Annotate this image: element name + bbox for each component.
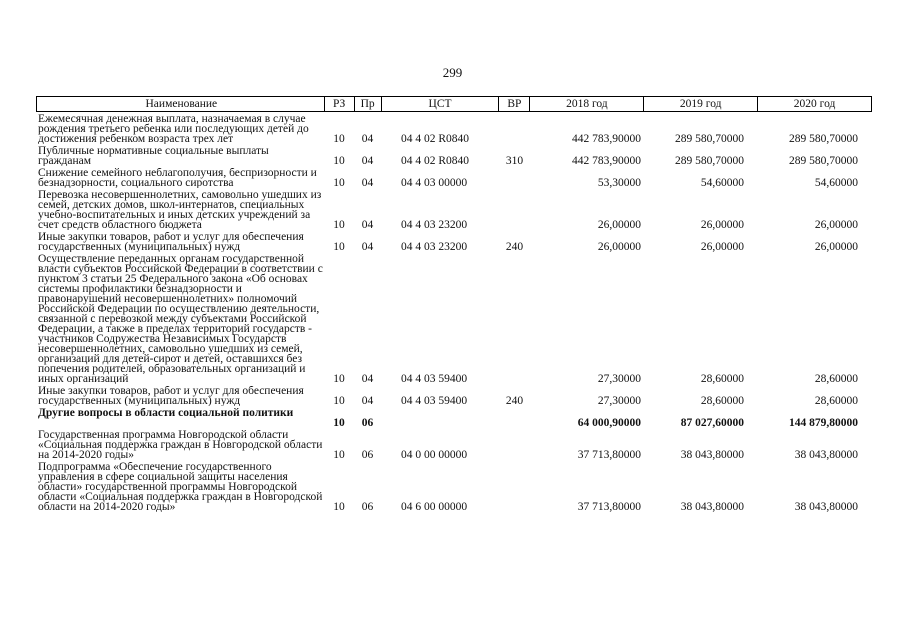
row-name: Осуществление переданных органам государственной власти субъектов Российской Федерации в соответствии с пунктом 3 статьи 25 Федерального закона «Об основах системы профилактики безнадзорности и правонарушений несовершеннолетних» полномочий Российской Федерации по осуществлению деятельности, связанной с перевозкой между субъектами Российской Федерации, а также в пределах территорий государств - участников Содружества Независимых Государств несовершеннолетних, самовольно ушедших из семей, организаций для детей-сирот и детей, оставшихся без попечения родителей, образовательных организаций и иных организаций <box>38 254 323 384</box>
row-pr: 04 <box>361 133 374 145</box>
row-cst: 04 4 03 00000 <box>401 177 468 189</box>
row-cst: 04 4 03 59400 <box>401 373 468 385</box>
row-cst: 04 4 03 59400 <box>401 395 468 407</box>
row-rz: 10 <box>333 155 345 167</box>
row-name: Другие вопросы в области социальной политики <box>38 408 294 419</box>
table-row <box>36 462 872 512</box>
row-rz: 10 <box>333 501 345 513</box>
row-2018: 442 783,90000 <box>572 133 641 145</box>
row-rz: 10 <box>333 177 345 189</box>
header-cst: ЦСТ <box>382 97 500 111</box>
row-pr: 04 <box>361 395 374 407</box>
header-vr: ВР <box>499 97 530 111</box>
row-vr: 240 <box>505 395 524 407</box>
row-2020: 289 580,70000 <box>789 133 858 145</box>
row-rz: 10 <box>333 395 345 407</box>
row-2019: 38 043,80000 <box>680 501 744 513</box>
row-2018: 64 000,90000 <box>577 417 641 429</box>
row-cst: 04 4 03 23200 <box>401 219 468 231</box>
row-pr: 04 <box>361 155 374 167</box>
header-2019: 2019 год <box>644 97 758 111</box>
table-row <box>36 168 872 188</box>
budget-table <box>36 96 872 512</box>
table-row <box>36 254 872 384</box>
row-rz: 10 <box>333 219 345 231</box>
row-name: Государственная программа Новгородской области «Социальная поддержка граждан в Новгородской области на 2014-2020 годы» <box>38 430 323 460</box>
header-rz: РЗ <box>325 97 355 111</box>
row-pr: 06 <box>361 449 374 461</box>
row-2019: 28,60000 <box>700 373 744 385</box>
header-2020: 2020 год <box>758 97 872 111</box>
row-cst: 04 0 00 00000 <box>401 449 468 461</box>
row-vr: 310 <box>505 155 524 167</box>
header-2018: 2018 год <box>530 97 644 111</box>
row-2020: 54,60000 <box>814 177 858 189</box>
row-2020: 28,60000 <box>814 395 858 407</box>
row-2018: 442 783,90000 <box>572 155 641 167</box>
row-name: Ежемесячная денежная выплата, назначаемая в случае рождения третьего ребенка или последующих детей до достижения ребенком возраста трех лет <box>38 114 309 144</box>
row-rz: 10 <box>333 133 345 145</box>
row-pr: 06 <box>361 417 374 429</box>
row-name: Подпрограмма «Обеспечение государственного управления в сфере социальной защиты населения области» государственной программы Новгородской области «Социальная поддержка граждан в Новгородской области на 2014-2020 годы» <box>38 462 323 512</box>
header-name: Наименование <box>37 97 325 111</box>
header-pr: Пр <box>355 97 382 111</box>
row-2018: 27,30000 <box>597 373 641 385</box>
row-cst: 04 4 03 23200 <box>401 241 468 253</box>
row-name: Снижение семейного неблагополучия, беспризорности и безнадзорности, социального сиротства <box>38 168 317 188</box>
row-pr: 04 <box>361 241 374 253</box>
row-2019: 54,60000 <box>700 177 744 189</box>
row-rz: 10 <box>333 449 345 461</box>
row-pr: 04 <box>361 219 374 231</box>
row-rz: 10 <box>333 373 345 385</box>
row-2019: 26,00000 <box>700 241 744 253</box>
row-2018: 26,00000 <box>597 241 641 253</box>
row-rz: 10 <box>333 417 345 429</box>
row-2020: 144 879,80000 <box>789 417 858 429</box>
row-2019: 289 580,70000 <box>675 133 744 145</box>
table-row <box>36 232 872 252</box>
row-2019: 289 580,70000 <box>675 155 744 167</box>
row-pr: 04 <box>361 177 374 189</box>
row-name: Публичные нормативные социальные выплаты гражданам <box>38 146 269 166</box>
table-row <box>36 386 872 406</box>
row-vr: 240 <box>505 241 524 253</box>
row-2020: 28,60000 <box>814 373 858 385</box>
row-2018: 37 713,80000 <box>577 449 641 461</box>
row-name: Перевозка несовершеннолетних, самовольно ушедших из семей, детских домов, школ-интернатов, специальных учебно-воспитательных и иных детских учреждений за счет средств областного бюджета <box>38 190 322 230</box>
row-2019: 28,60000 <box>700 395 744 407</box>
row-2019: 26,00000 <box>700 219 744 231</box>
row-cst: 04 4 02 R0840 <box>401 133 470 145</box>
page-number: 299 <box>442 65 463 80</box>
table-row <box>36 430 872 460</box>
row-2018: 26,00000 <box>597 219 641 231</box>
row-2018: 53,30000 <box>597 177 641 189</box>
row-2020: 26,00000 <box>814 219 858 231</box>
row-pr: 06 <box>361 501 374 513</box>
row-cst: 04 4 02 R0840 <box>401 155 470 167</box>
row-2020: 38 043,80000 <box>794 449 858 461</box>
row-2020: 26,00000 <box>814 241 858 253</box>
table-row <box>36 190 872 230</box>
row-cst: 04 6 00 00000 <box>401 501 468 513</box>
table-row-section-total <box>36 408 872 428</box>
table-row <box>36 114 872 144</box>
row-rz: 10 <box>333 241 345 253</box>
row-2018: 27,30000 <box>597 395 641 407</box>
row-name: Иные закупки товаров, работ и услуг для обеспечения государственных (муниципальных) нужд <box>38 232 304 252</box>
row-2020: 38 043,80000 <box>794 501 858 513</box>
row-2019: 38 043,80000 <box>680 449 744 461</box>
row-name: Иные закупки товаров, работ и услуг для обеспечения государственных (муниципальных) нужд <box>38 386 304 406</box>
row-pr: 04 <box>361 373 374 385</box>
row-2018: 37 713,80000 <box>577 501 641 513</box>
table-row <box>36 146 872 166</box>
row-2019: 87 027,60000 <box>680 417 744 429</box>
table-header <box>36 96 872 112</box>
row-2020: 289 580,70000 <box>789 155 858 167</box>
